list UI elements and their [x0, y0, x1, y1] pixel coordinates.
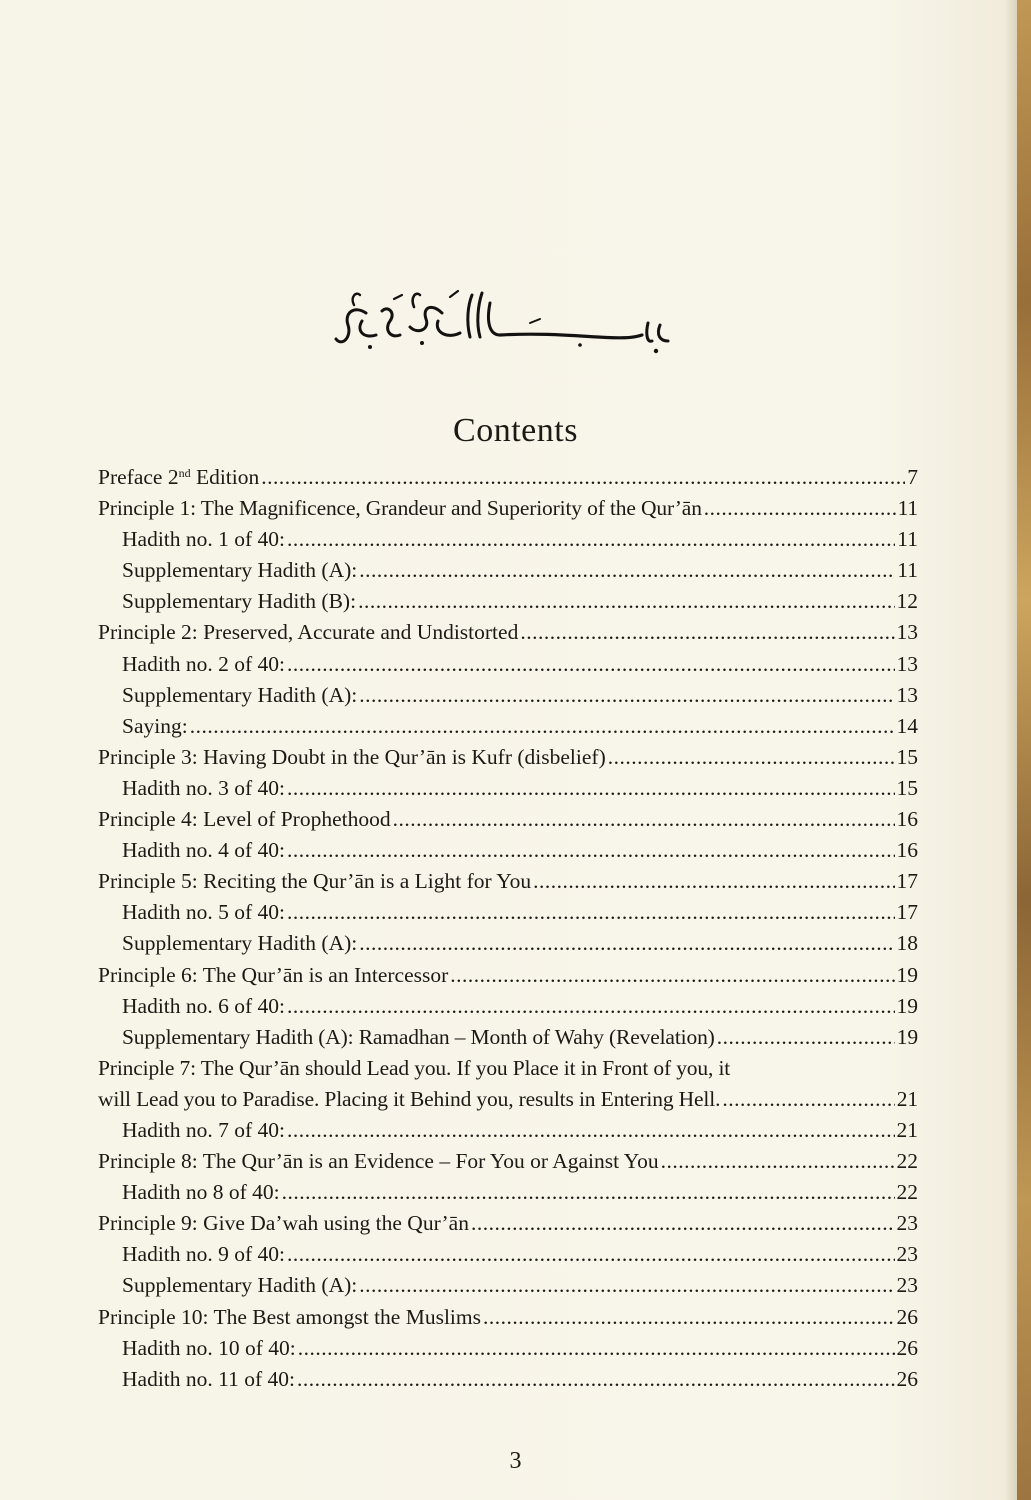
leader-dots	[393, 804, 895, 835]
toc-entry-principle-7[interactable]	[98, 1053, 918, 1084]
toc-entry-label: Saying:	[122, 713, 188, 738]
toc-entry-principle-7-continued[interactable]	[98, 1084, 918, 1115]
toc-page-number: 23	[896, 1242, 918, 1267]
toc-entry-label: Hadith no. 1 of 40:	[122, 527, 286, 552]
toc-entry-hadith-10[interactable]	[98, 1333, 918, 1364]
leader-dots	[282, 1177, 895, 1208]
toc-entry-supplementary-5a[interactable]	[98, 928, 918, 959]
toc-page-number: 11	[897, 558, 918, 583]
page-number: 3	[509, 1448, 522, 1474]
toc-entry-hadith-4[interactable]	[98, 835, 918, 866]
leader-dots	[704, 493, 896, 524]
leader-dots	[359, 680, 894, 711]
contents-title: Contents	[453, 412, 578, 449]
table-of-contents	[98, 462, 918, 1395]
leader-dots	[287, 524, 895, 555]
toc-entry-hadith-11[interactable]	[98, 1364, 918, 1395]
leader-dots	[287, 649, 894, 680]
toc-entry-label: Hadith no. 3 of 40:	[122, 775, 286, 800]
leader-dots	[359, 928, 894, 959]
toc-entry-supplementary-2a[interactable]	[98, 680, 918, 711]
toc-entry-principle-9[interactable]	[98, 1208, 918, 1239]
toc-page-number: 12	[896, 589, 918, 614]
page-gutter-shadow	[1005, 0, 1017, 1500]
toc-page-number: 26	[896, 1335, 918, 1360]
toc-entry-label: Hadith no 8 of 40:	[122, 1180, 280, 1205]
toc-entry-preface[interactable]	[98, 462, 918, 493]
leader-dots	[287, 1239, 894, 1270]
toc-entry-label: Supplementary Hadith (A):	[122, 931, 358, 956]
toc-entry-label: Supplementary Hadith (A):	[122, 1273, 358, 1298]
leader-dots	[298, 1333, 895, 1364]
leader-dots	[358, 586, 894, 617]
toc-page-number: 21	[896, 1117, 918, 1142]
toc-page-number: 19	[896, 1024, 918, 1049]
leader-dots	[359, 555, 895, 586]
toc-entry-label: Supplementary Hadith (A):	[122, 682, 358, 707]
toc-entry-principle-5[interactable]	[98, 866, 918, 897]
toc-entry-principle-2[interactable]	[98, 617, 918, 648]
toc-entry-label: Hadith no. 5 of 40:	[122, 900, 286, 925]
toc-entry-supplementary-1a[interactable]	[98, 555, 918, 586]
toc-page-number: 11	[897, 527, 918, 552]
toc-entry-label: Principle 8: The Qur’ān is an Evidence – For You or Against You	[98, 1149, 659, 1174]
toc-entry-label: Principle 3: Having Doubt in the Qur’ān is Kufr (disbelief)	[98, 744, 606, 769]
toc-entry-label: Principle 9: Give Da’wah using the Qur’ān	[98, 1211, 469, 1236]
toc-entry-hadith-8[interactable]	[98, 1177, 918, 1208]
toc-entry-label: Supplementary Hadith (A):	[122, 558, 358, 583]
leader-dots	[297, 1364, 895, 1395]
toc-entry-label: Supplementary Hadith (A): Ramadhan – Month of Wahy (Revelation)	[122, 1024, 715, 1049]
toc-page-number: 13	[896, 651, 918, 676]
toc-page-number: 15	[896, 775, 918, 800]
leader-dots	[359, 1270, 894, 1301]
toc-entry-label: Principle 1: The Magnificence, Grandeur and Superiority of the Qur’ān	[98, 496, 702, 521]
toc-page-number: 13	[896, 620, 918, 645]
leader-dots	[261, 462, 905, 493]
toc-entry-supplementary-9a[interactable]	[98, 1270, 918, 1301]
leader-dots	[287, 991, 894, 1022]
toc-entry-label: Supplementary Hadith (B):	[122, 589, 357, 614]
toc-page-number: 16	[896, 807, 918, 832]
toc-page-number: 22	[896, 1149, 918, 1174]
toc-page-number: 19	[896, 993, 918, 1018]
toc-page-number: 13	[896, 682, 918, 707]
leader-dots	[287, 1115, 894, 1146]
leader-dots	[287, 835, 894, 866]
toc-page-number: 21	[896, 1086, 918, 1111]
leader-dots	[483, 1302, 894, 1333]
toc-entry-hadith-6[interactable]	[98, 991, 918, 1022]
basmala-calligraphy	[330, 283, 675, 355]
toc-entry-label: Principle 7: The Qur’ān should Lead you. If you Place it in Front of you, it	[98, 1055, 731, 1080]
toc-entry-hadith-9[interactable]	[98, 1239, 918, 1270]
toc-page-number: 14	[896, 713, 918, 738]
toc-page-number: 17	[896, 900, 918, 925]
leader-dots	[450, 960, 894, 991]
toc-entry-label: Hadith no. 7 of 40:	[122, 1117, 286, 1142]
toc-entry-label: Principle 10: The Best amongst the Muslims	[98, 1304, 482, 1329]
leader-dots	[520, 617, 894, 648]
leader-dots	[661, 1146, 895, 1177]
toc-entry-label: Principle 2: Preserved, Accurate and Undistorted	[98, 620, 519, 645]
toc-entry-principle-6[interactable]	[98, 960, 918, 991]
toc-page-number: 18	[896, 931, 918, 956]
leader-dots	[608, 742, 895, 773]
toc-entry-principle-10[interactable]	[98, 1302, 918, 1333]
toc-page-number: 17	[896, 869, 918, 894]
toc-entry-hadith-7[interactable]	[98, 1115, 918, 1146]
toc-entry-supplementary-6a[interactable]	[98, 1022, 918, 1053]
toc-entry-label: Hadith no. 4 of 40:	[122, 838, 286, 863]
toc-entry-label: Hadith no. 11 of 40:	[122, 1366, 295, 1391]
adjacent-cover-edge	[1017, 0, 1031, 1500]
toc-page-number: 15	[896, 744, 918, 769]
toc-entry-label: Principle 4: Level of Prophethood	[98, 807, 391, 832]
leader-dots	[717, 1022, 895, 1053]
toc-page-number: 22	[896, 1180, 918, 1205]
toc-page-number: 26	[896, 1366, 918, 1391]
toc-entry-label: Principle 6: The Qur’ān is an Intercessor	[98, 962, 449, 987]
leader-dots	[471, 1208, 895, 1239]
leader-dots	[722, 1084, 894, 1115]
toc-entry-principle-8[interactable]	[98, 1146, 918, 1177]
toc-page-number: 7	[907, 465, 918, 489]
toc-entry-label: will Lead you to Paradise. Placing it Behind you, results in Entering Hell.	[98, 1086, 721, 1111]
toc-page-number: 23	[896, 1273, 918, 1298]
leader-dots	[287, 773, 894, 804]
toc-entry-label: Hadith no. 10 of 40:	[122, 1335, 296, 1360]
toc-page-number: 11	[897, 496, 918, 521]
toc-page-number: 16	[896, 838, 918, 863]
toc-entry-label: Hadith no. 6 of 40:	[122, 993, 286, 1018]
leader-dots	[287, 897, 894, 928]
toc-page-number: 26	[896, 1304, 918, 1329]
leader-dots	[190, 711, 895, 742]
toc-entry-label: Preface 2nd Edition	[98, 465, 260, 489]
toc-entry-hadith-3[interactable]	[98, 773, 918, 804]
toc-entry-supplementary-1b[interactable]	[98, 586, 918, 617]
toc-entry-label: Hadith no. 9 of 40:	[122, 1242, 286, 1267]
toc-entry-principle-3[interactable]	[98, 742, 918, 773]
toc-entry-hadith-5[interactable]	[98, 897, 918, 928]
toc-entry-principle-4[interactable]	[98, 804, 918, 835]
toc-entry-label: Principle 5: Reciting the Qur’ān is a Light for You	[98, 869, 532, 894]
toc-entry-label: Hadith no. 2 of 40:	[122, 651, 286, 676]
toc-entry-saying[interactable]	[98, 711, 918, 742]
toc-entry-hadith-2[interactable]	[98, 649, 918, 680]
toc-page-number: 19	[896, 962, 918, 987]
toc-page-number: 23	[896, 1211, 918, 1236]
toc-entry-hadith-1[interactable]	[98, 524, 918, 555]
toc-entry-principle-1[interactable]	[98, 493, 918, 524]
leader-dots	[533, 866, 894, 897]
